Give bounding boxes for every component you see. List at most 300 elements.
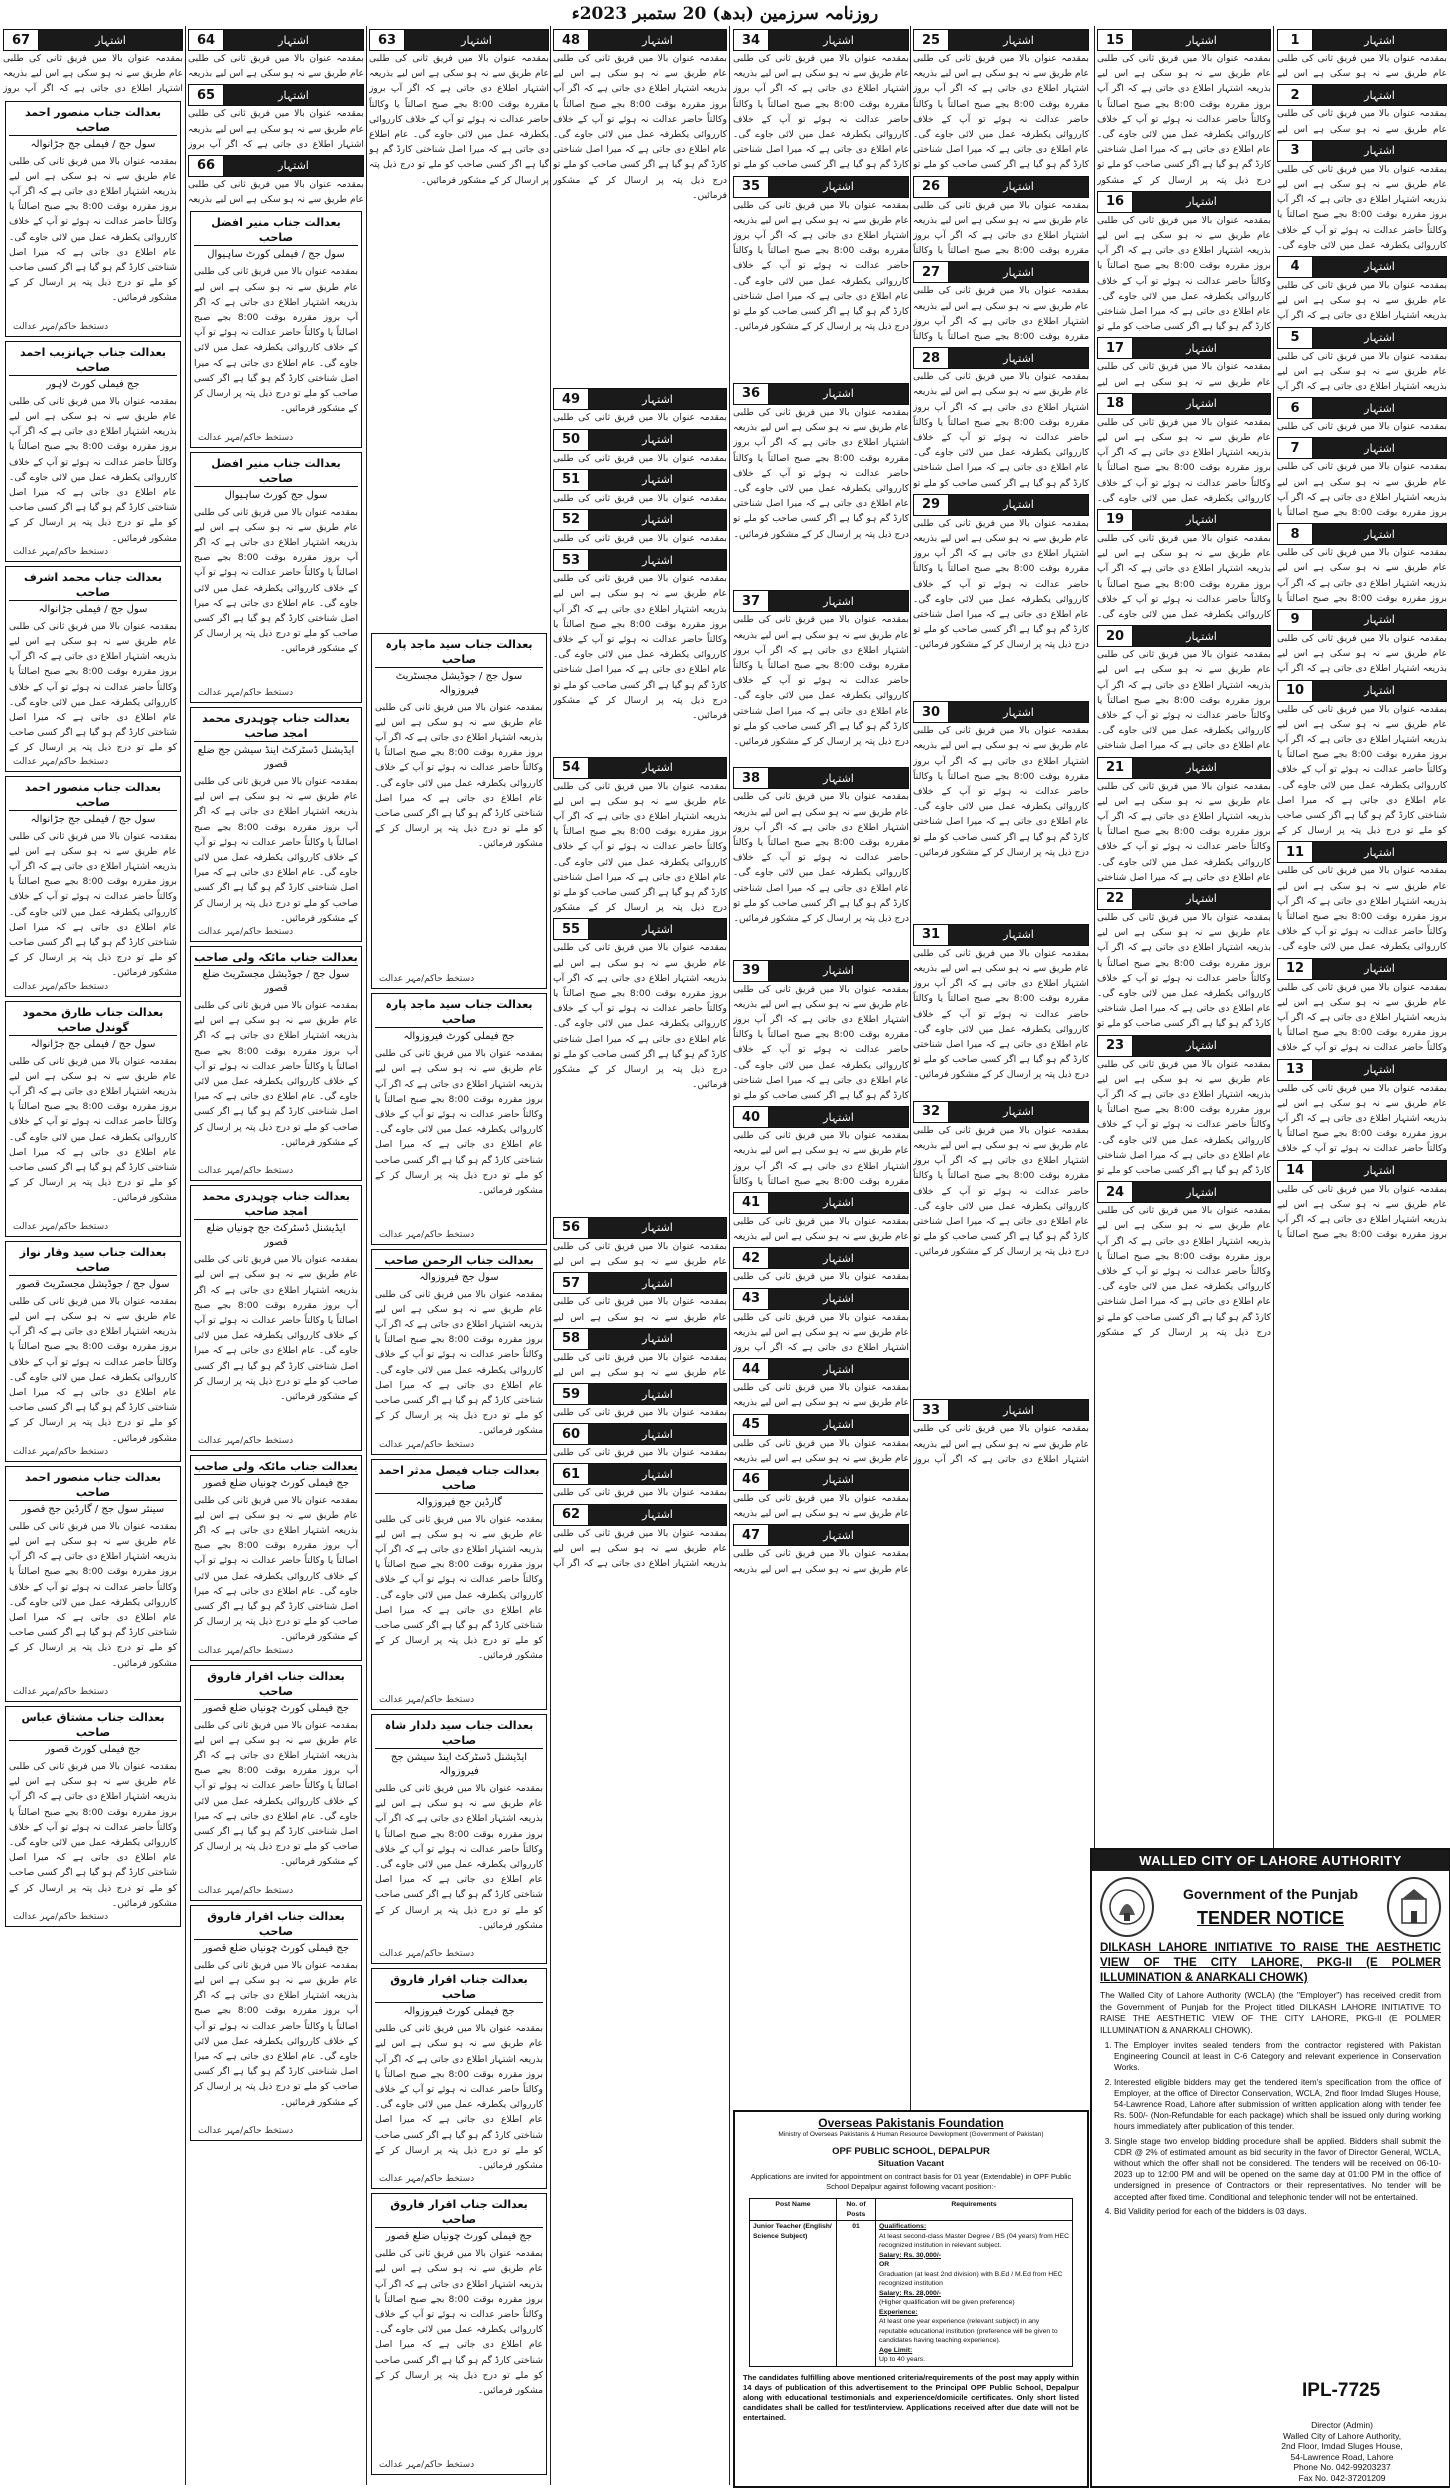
ad-header bbox=[553, 429, 727, 451]
ad-number: 3 bbox=[1278, 141, 1313, 161]
ad-item bbox=[733, 1288, 909, 1356]
ad-item bbox=[733, 960, 909, 1104]
ad-number: 20 bbox=[1098, 626, 1133, 646]
ad-item bbox=[913, 261, 1089, 344]
notice-title: بعدالت جناب محمد اشرف صاحب bbox=[9, 570, 177, 601]
ad-label: اشتہار bbox=[769, 1193, 908, 1213]
ad-number: 1 bbox=[1278, 30, 1313, 50]
ad-item bbox=[553, 1217, 727, 1269]
opf-school: OPF PUBLIC SCHOOL, DEPALPUR bbox=[832, 2146, 990, 2157]
ad-header bbox=[913, 176, 1089, 198]
notice-court: گارڈین جج فیروزوالہ bbox=[416, 1496, 502, 1508]
ad-body: بمقدمہ عنوان بالا میں فریق ثانی کی طلبی عام طریق سے نہ ہو سکی ہے اس لیے bbox=[1097, 361, 1271, 388]
ad-body: بمقدمہ عنوان بالا میں فریق ثانی کی طلبی عام طریق سے نہ ہو سکی ہے اس لیے بذریعہ اشتہار اطلاع دی جاتی ہے کہ اگر آپ بروز مقررہ بوقت 8:00 بجے صبح اصالتاً یا وکالتاً حاضر عدالت نہ ہوئے تو آپ کے خلاف کارروائی یکطرفہ عمل میں لائی جاوے گی۔ عام اطلاع دی جاتی ہے کہ میرا اصل شناختی کارڈ گم ہو گیا ہے اگر کسی صاحب کو ملے تو درج ذیل پتہ پر ارسال کر کے مشکور فرمائیں۔ bbox=[733, 791, 909, 924]
ad-label: اشتہار bbox=[1133, 338, 1270, 358]
ad-header bbox=[1097, 191, 1271, 213]
notice-signature: دستخط حاکم/مہر عدالت bbox=[198, 926, 294, 937]
tender-points bbox=[1092, 2040, 1449, 2217]
notice-title: بعدالت جناب جہانزیب احمد صاحب bbox=[9, 345, 177, 376]
ad-item bbox=[733, 1106, 909, 1189]
ad-number: 41 bbox=[734, 1193, 769, 1213]
ad-item bbox=[188, 84, 364, 152]
ad-body: بمقدمہ عنوان بالا میں فریق ثانی کی طلبی عام طریق سے نہ ہو سکی ہے اس لیے بذریعہ اشتہار اطلاع دی جاتی ہے کہ اگر آپ بروز bbox=[3, 53, 183, 95]
opf-col-post: Post Name bbox=[750, 2199, 837, 2221]
ad-item bbox=[1097, 1035, 1271, 1179]
ad-body: بمقدمہ عنوان بالا میں فریق ثانی کی طلبی عام طریق سے نہ ہو سکی ہے اس لیے بذریعہ اشتہار اطلاع دی جاتی ہے کہ اگر آپ بروز مقررہ بوقت 8:00 بجے صبح اصالتاً یا وکالتاً حاضر عدالت نہ ہوئے تو آپ کے خلاف کارروائی یکطرفہ عمل میں لائی جاوے گی۔ عام اطلاع دی جاتی ہے کہ میرا اصل شناختی کارڈ گم ہو گیا ہے اگر کسی صاحب کو ملے تو درج ذیل پتہ پر ارسال کر کے مشکور فرمائیں۔ bbox=[913, 1124, 1089, 1258]
notice-title: بعدالت جناب مشتاق عباس صاحب bbox=[9, 1710, 177, 1741]
court-notice bbox=[5, 1241, 181, 1462]
ad-header bbox=[733, 383, 909, 405]
ad-number: 56 bbox=[554, 1218, 589, 1238]
ad-label: اشتہار bbox=[1133, 758, 1270, 778]
ad-header bbox=[913, 1101, 1089, 1123]
ad-number: 21 bbox=[1098, 758, 1133, 778]
ad-body: بمقدمہ عنوان بالا میں فریق ثانی کی طلبی bbox=[553, 452, 727, 464]
ad-header bbox=[733, 1192, 909, 1214]
column-5 bbox=[553, 26, 727, 2483]
notice-body: بمقدمہ عنوان بالا میں فریق ثانی کی طلبی عام طریق سے نہ ہو سکی ہے اس لیے بذریعہ اشتہار اطلاع دی جاتی ہے کہ اگر آپ بروز مقررہ بوقت 8:00 بجے صبح اصالتاً یا وکالتاً حاضر عدالت نہ ہوئے تو آپ کے خلاف کارروائی یکطرفہ عمل میں لائی جاوے گی۔ عام اطلاع دی جاتی ہے کہ میرا اصل شناختی کارڈ گم ہو گیا ہے اگر کسی صاحب کو ملے تو درج ذیل پتہ پر ارسال کر کے مشکور فرمائیں۔ bbox=[9, 395, 177, 544]
ad-header bbox=[1277, 841, 1447, 863]
ad-item bbox=[553, 469, 727, 506]
notice-title: بعدالت جناب سید ماجد پارہ صاحب bbox=[375, 637, 543, 668]
ad-body: بمقدمہ عنوان بالا میں فریق ثانی کی طلبی عام طریق سے نہ ہو سکی ہے اس لیے بذریعہ اشتہار اطلاع دی جاتی ہے کہ اگر آپ بروز مقررہ بوقت 8:00 بجے صبح اصالتاً یا وکالتاً حاضر عدالت نہ ہوئے تو آپ کے خلاف کارروائی یکطرفہ عمل میں لائی جاوے گی۔ عام اطلاع دی جاتی ہے کہ میرا اصل شناختی کارڈ گم ہو گیا ہے اگر کسی صاحب کو ملے تو درج ذیل پتہ پر ارسال کر کے مشکور فرمائیں۔ bbox=[553, 53, 727, 201]
ad-body: بمقدمہ عنوان بالا میں فریق ثانی کی طلبی عام طریق سے نہ ہو سکی ہے اس لیے بذریعہ اشتہار اطلاع دی جاتی ہے کہ اگر آپ بروز مقررہ بوقت 8:00 بجے صبح اصالتاً یا وکالتاً حاضر عدالت نہ ہوئے تو آپ کے خلاف کارروائی یکطرفہ عمل میں لائی جاوے گی۔ bbox=[1277, 163, 1447, 251]
ad-label: اشتہار bbox=[1133, 626, 1270, 646]
ad-item bbox=[1277, 84, 1447, 136]
notice-body: بمقدمہ عنوان بالا میں فریق ثانی کی طلبی عام طریق سے نہ ہو سکی ہے اس لیے بذریعہ اشتہار اطلاع دی جاتی ہے کہ اگر آپ بروز مقررہ بوقت 8:00 بجے صبح اصالتاً یا وکالتاً حاضر عدالت نہ ہوئے تو آپ کے خلاف کارروائی یکطرفہ عمل میں لائی جاوے گی۔ عام اطلاع دی جاتی ہے کہ میرا اصل شناختی کارڈ گم ہو گیا ہے اگر کسی صاحب کو ملے تو درج ذیل پتہ پر ارسال کر کے مشکور فرمائیں۔ bbox=[9, 1520, 177, 1669]
ad-header bbox=[913, 924, 1089, 946]
ad-number: 31 bbox=[914, 925, 949, 945]
notice-title: بعدالت جناب منصور احمد صاحب bbox=[9, 105, 177, 136]
ad-label: اشتہار bbox=[1313, 524, 1446, 544]
ad-header bbox=[1097, 29, 1271, 51]
ad-header bbox=[1097, 1181, 1271, 1203]
ad-number: 9 bbox=[1278, 610, 1313, 630]
ad-label: اشتہار bbox=[949, 702, 1088, 722]
ad-body: بمقدمہ عنوان بالا میں فریق ثانی کی طلبی bbox=[553, 1487, 727, 1499]
ad-body: بمقدمہ عنوان بالا میں فریق ثانی کی طلبی عام طریق سے نہ ہو سکی ہے اس لیے بذریعہ اشتہار اطلاع دی جاتی ہے کہ اگر آپ بروز مقررہ بوقت 8:00 بجے صبح اصالتاً یا وکالتاً حاضر عدالت نہ ہوئے تو آپ کے خلاف کارروائی یکطرفہ عمل میں لائی جاوے گی۔ عام اطلاع دی جاتی ہے کہ میرا اصل شناختی bbox=[1097, 649, 1271, 752]
opf-col-req: Requirements bbox=[876, 2199, 1073, 2221]
ad-item bbox=[1277, 1160, 1447, 1243]
ad-body: بمقدمہ عنوان بالا میں فریق ثانی کی طلبی عام طریق سے نہ ہو سکی ہے اس لیے بذریعہ اشتہار اطلاع دی جاتی ہے کہ اگر آپ بروز مقررہ بوقت 8:00 بجے صبح اصالتاً یا bbox=[1277, 461, 1447, 518]
ad-header bbox=[1277, 140, 1447, 162]
ad-item bbox=[188, 155, 364, 207]
ad-item bbox=[913, 701, 1089, 921]
ad-number: 7 bbox=[1278, 438, 1313, 458]
ad-label: اشتہار bbox=[1313, 328, 1446, 348]
notice-body: بمقدمہ عنوان بالا میں فریق ثانی کی طلبی عام طریق سے نہ ہو سکی ہے اس لیے بذریعہ اشتہار اطلاع دی جاتی ہے کہ اگر آپ بروز مقررہ بوقت 8:00 بجے صبح اصالتاً یا وکالتاً حاضر عدالت نہ ہوئے تو آپ کے خلاف کارروائی یکطرفہ عمل میں لائی جاوے گی۔ عام اطلاع دی جاتی ہے کہ میرا اصل شناختی کارڈ گم ہو گیا ہے اگر کسی صاحب کو ملے تو درج ذیل پتہ پر ارسال کر کے مشکور فرمائیں۔ bbox=[194, 1719, 358, 1868]
ad-body: بمقدمہ عنوان بالا میں فریق ثانی کی طلبی عام طریق سے نہ ہو سکی ہے اس لیے بذریعہ اشتہار اطلاع دی جاتی ہے کہ اگر آپ بروز مقررہ بوقت 8:00 بجے صبح اصالتاً یا وکالتاً حاضر عدالت نہ ہوئے تو آپ کے خلاف کارروائی یکطرفہ عمل میں لائی جاوے گی۔ bbox=[1097, 416, 1271, 504]
ad-item bbox=[733, 1192, 909, 1244]
ad-item bbox=[1277, 256, 1447, 324]
ad-item bbox=[1277, 29, 1447, 81]
ad-item bbox=[733, 176, 909, 380]
masthead bbox=[0, 0, 1450, 26]
ad-body: بمقدمہ عنوان بالا میں فریق ثانی کی طلبی عام طریق سے نہ ہو سکی ہے اس لیے بذریعہ اشتہار اطلاع دی جاتی ہے کہ اگر آپ بروز مقررہ بوقت 8:00 بجے صبح اصالتاً یا وکالتاً حاضر عدالت نہ ہوئے تو آپ کے خلاف کارروائی یکطرفہ عمل میں لائی جاوے گی۔ عام اطلاع دی جاتی ہے کہ میرا اصل شناختی کارڈ گم ہو گیا ہے اگر کسی صاحب کو ملے تو درج ذیل پتہ پر ارسال کر کے مشکور bbox=[553, 780, 727, 914]
ad-header bbox=[553, 388, 727, 410]
ad-label: اشتہار bbox=[1313, 398, 1446, 418]
ad-header bbox=[1277, 523, 1447, 545]
ad-header bbox=[733, 1469, 909, 1491]
ad-item bbox=[1097, 337, 1271, 389]
notice-title: بعدالت جناب منیر افضل صاحب bbox=[194, 215, 358, 246]
ad-item bbox=[553, 1423, 727, 1460]
table-row bbox=[750, 2221, 1073, 2367]
ad-number: 26 bbox=[914, 177, 949, 197]
ad-body: بمقدمہ عنوان بالا میں فریق ثانی کی طلبی عام طریق سے نہ ہو سکی ہے اس لیے بذریعہ اشتہار اطلاع دی جاتی ہے کہ اگر آپ بروز مقررہ بوقت 8:00 بجے صبح اصالتاً یا وکالتاً حاضر عدالت نہ ہوئے تو آپ کے خلاف کارروائی یکطرفہ عمل میں لائی جاوے گی۔ عام اطلاع دی جاتی ہے کہ میرا اصل شناختی کارڈ گم ہو گیا ہے اگر کسی صاحب کو ملے تو bbox=[1097, 1058, 1271, 1176]
notice-body: بمقدمہ عنوان بالا میں فریق ثانی کی طلبی عام طریق سے نہ ہو سکی ہے اس لیے بذریعہ اشتہار اطلاع دی جاتی ہے کہ اگر آپ بروز مقررہ بوقت 8:00 بجے صبح اصالتاً یا وکالتاً حاضر عدالت نہ ہوئے تو آپ کے خلاف کارروائی یکطرفہ عمل میں لائی جاوے گی۔ عام اطلاع دی جاتی ہے کہ میرا اصل شناختی کارڈ گم ہو گیا ہے اگر کسی صاحب کو ملے تو درج ذیل پتہ پر ارسال کر کے مشکور فرمائیں۔ bbox=[9, 1760, 177, 1909]
ad-item bbox=[1277, 327, 1447, 395]
ad-number: 4 bbox=[1278, 257, 1313, 277]
tender-point: 2. Interested eligible bidders may get the tendered item's specification from the office of Employer, at the office of Director Conservation, WCLA, 2nd floor Imdad Sluges House, 54-Lawrence Road, Lahore after submission of written application along with tender fee Rs. 500/- (Non-Refundable for each package) which shall be issued only during working hours immediately after publication of this tender. bbox=[1114, 2077, 1441, 2133]
ad-number: 44 bbox=[734, 1359, 769, 1379]
ad-label: اشتہار bbox=[1133, 510, 1270, 530]
ad-body: بمقدمہ عنوان بالا میں فریق ثانی کی طلبی عام طریق سے نہ ہو سکی ہے اس لیے بذریعہ اشتہار اطلاع دی جاتی ہے کہ اگر آپ بروز bbox=[188, 108, 364, 150]
notice-signature: دستخط حاکم/مہر عدالت bbox=[13, 1911, 109, 1922]
ad-header bbox=[188, 84, 364, 106]
ad-item bbox=[913, 29, 1089, 173]
ad-header bbox=[1097, 337, 1271, 359]
ad-item bbox=[553, 1328, 727, 1380]
ad-body: بمقدمہ عنوان بالا میں فریق ثانی کی طلبی عام طریق سے نہ ہو سکی ہے اس لیے بذریعہ اشتہار اطلاع دی جاتی ہے کہ اگر آپ بروز مقررہ بوقت 8:00 بجے صبح اصالتاً یا وکالتاً حاضر عدالت نہ ہوئے تو آپ کے خلاف کارروائی یکطرفہ عمل میں لائی جاوے گی۔ عام اطلاع دی جاتی ہے کہ میرا اصل شناختی کارڈ گم ہو گیا ہے اگر کسی صاحب کو ملے تو bbox=[913, 53, 1089, 171]
court-notice bbox=[5, 101, 181, 337]
ad-number: 62 bbox=[554, 1505, 589, 1525]
ad-number: 22 bbox=[1098, 889, 1133, 909]
ad-number: 18 bbox=[1098, 394, 1133, 414]
opf-footer: The candidates fulfilling above mentioned criteria/requirements of the post may apply within 14 days of publication of this advertisement to the Principal OPF Public School, Depalpur along with educational testimonials and experience/domicile certificates. Only short listed candidates shall be called for test/interview. Applications received after due date will not be entertained. bbox=[743, 2372, 1079, 2423]
ad-label: اشتہار bbox=[1133, 394, 1270, 414]
ad-header bbox=[553, 918, 727, 940]
ad-label: اشتہار bbox=[1313, 842, 1446, 862]
ad-number: 60 bbox=[554, 1424, 589, 1444]
tender-sign-line: Phone No. 042-99203237 bbox=[1293, 2462, 1391, 2472]
ad-body: بمقدمہ عنوان بالا میں فریق ثانی کی طلبی عام طریق سے نہ ہو سکی ہے اس لیے بذریعہ اشتہار اطلاع دی جاتی ہے کہ اگر آپ bbox=[1277, 279, 1447, 322]
court-notice bbox=[371, 633, 547, 990]
ad-label: اشتہار bbox=[949, 1102, 1088, 1122]
notice-body: بمقدمہ عنوان بالا میں فریق ثانی کی طلبی عام طریق سے نہ ہو سکی ہے اس لیے بذریعہ اشتہار اطلاع دی جاتی ہے کہ اگر آپ بروز مقررہ بوقت 8:00 بجے صبح اصالتاً یا وکالتاً حاضر عدالت نہ ہوئے تو آپ کے خلاف کارروائی یکطرفہ عمل میں لائی جاوے گی۔ عام اطلاع دی جاتی ہے کہ میرا اصل شناختی کارڈ گم ہو گیا ہے اگر کسی صاحب کو ملے تو درج ذیل پتہ پر ارسال کر کے مشکور فرمائیں۔ bbox=[9, 155, 177, 304]
court-notice bbox=[5, 1001, 181, 1237]
ad-item bbox=[3, 29, 183, 97]
ad-body: بمقدمہ عنوان بالا میں فریق ثانی کی طلبی عام طریق سے نہ ہو سکی ہے اس لیے بذریعہ اشتہار اطلاع دی جاتی ہے کہ اگر آپ بروز مقررہ بوقت 8:00 بجے صبح اصالتاً یا وکالتاً حاضر عدالت نہ ہوئے تو آپ کے خلاف bbox=[1277, 1082, 1447, 1155]
ad-header bbox=[1097, 393, 1271, 415]
opf-req-line: Experience: bbox=[879, 2308, 918, 2316]
ad-number: 11 bbox=[1278, 842, 1313, 862]
ad-body: بمقدمہ عنوان بالا میں فریق ثانی کی طلبی bbox=[553, 492, 727, 504]
notice-body: بمقدمہ عنوان بالا میں فریق ثانی کی طلبی عام طریق سے نہ ہو سکی ہے اس لیے بذریعہ اشتہار اطلاع دی جاتی ہے کہ اگر آپ بروز مقررہ بوقت 8:00 بجے صبح اصالتاً یا وکالتاً حاضر عدالت نہ ہوئے تو آپ کے خلاف کارروائی یکطرفہ عمل میں لائی جاوے گی۔ عام اطلاع دی جاتی ہے کہ میرا اصل شناختی کارڈ گم ہو گیا ہے اگر کسی صاحب کو ملے تو درج ذیل پتہ پر ارسال کر کے مشکور فرمائیں۔ bbox=[375, 1782, 543, 1931]
ad-body: بمقدمہ عنوان بالا میں فریق ثانی کی طلبی عام طریق سے نہ ہو سکی ہے اس لیے بذریعہ اشتہار اطلاع دی جاتی ہے کہ اگر آپ بروز مقررہ بوقت 8:00 بجے صبح اصالتاً یا وکالتاً حاضر عدالت نہ ہوئے تو آپ کے خلاف کارروائی یکطرفہ عمل میں لائی جاوے گی۔ عام اطلاع دی جاتی ہے کہ میرا اصل شناختی bbox=[1097, 780, 1271, 883]
court-notice bbox=[5, 341, 181, 562]
ad-label: اشتہار bbox=[589, 758, 726, 778]
tender-signature-block bbox=[1242, 2420, 1442, 2483]
ad-label: اشتہار bbox=[405, 30, 548, 50]
ad-number: 34 bbox=[734, 30, 769, 50]
ad-label: اشتہار bbox=[1313, 1060, 1446, 1080]
ad-header bbox=[553, 1272, 727, 1294]
ad-item bbox=[733, 1414, 909, 1466]
ad-header bbox=[733, 1524, 909, 1546]
ad-label: اشتہار bbox=[769, 1359, 908, 1379]
opf-title: Overseas Pakistanis Foundation bbox=[818, 2116, 1004, 2130]
ad-header bbox=[1097, 888, 1271, 910]
ad-item bbox=[369, 29, 549, 629]
ad-number: 8 bbox=[1278, 524, 1313, 544]
ad-header bbox=[188, 29, 364, 51]
opf-req-line: Graduation (at least 2nd division) with B.Ed / M.Ed from HEC recognized institution bbox=[879, 2270, 1063, 2287]
notice-title: بعدالت جناب سید ماجد پارہ صاحب bbox=[375, 997, 543, 1028]
ad-item bbox=[1097, 191, 1271, 335]
court-notice bbox=[5, 776, 181, 997]
notice-court: سول جج / جوڈیشل مجسٹریٹ فیروزوالہ bbox=[395, 670, 523, 696]
notice-court: جج فیملی کورٹ فیروزوالہ bbox=[403, 2006, 515, 2018]
tender-gov-block bbox=[1154, 1886, 1387, 1929]
ad-number: 64 bbox=[189, 30, 224, 50]
ad-header bbox=[1277, 958, 1447, 980]
tender-notice-title: TENDER NOTICE bbox=[1196, 1907, 1344, 1928]
ad-label: اشتہار bbox=[1133, 1036, 1270, 1056]
ad-number: 28 bbox=[914, 348, 949, 368]
ad-body: بمقدمہ عنوان بالا میں فریق ثانی کی طلبی عام طریق سے نہ ہو سکی ہے اس لیے بذریعہ اشتہار اطلاع دی جاتی ہے کہ اگر آپ بروز مقررہ بوقت 8:00 بجے صبح اصالتاً یا وکالتاً حاضر عدالت نہ ہوئے تو آپ کے خلاف کارروائی یکطرفہ عمل میں لائی جاوے گی۔ عام اطلاع دی جاتی ہے کہ میرا اصل شناختی کارڈ گم ہو گیا ہے اگر کسی صاحب کو ملے تو درج ذیل پتہ پر ارسال کر کے bbox=[1277, 703, 1447, 837]
ad-label: اشتہار bbox=[769, 1289, 908, 1309]
notice-signature: دستخط حاکم/مہر عدالت bbox=[198, 1435, 294, 1446]
ad-header bbox=[733, 1288, 909, 1310]
ad-header bbox=[553, 757, 727, 779]
notice-body: بمقدمہ عنوان بالا میں فریق ثانی کی طلبی عام طریق سے نہ ہو سکی ہے اس لیے بذریعہ اشتہار اطلاع دی جاتی ہے کہ اگر آپ بروز مقررہ بوقت 8:00 بجے صبح اصالتاً یا وکالتاً حاضر عدالت نہ ہوئے تو آپ کے خلاف کارروائی یکطرفہ عمل میں لائی جاوے گی۔ عام اطلاع دی جاتی ہے کہ میرا اصل شناختی کارڈ گم ہو گیا ہے اگر کسی صاحب کو ملے تو درج ذیل پتہ پر ارسال کر کے مشکور فرمائیں۔ bbox=[375, 1288, 543, 1437]
ad-header bbox=[553, 1463, 727, 1485]
ad-body: بمقدمہ عنوان بالا میں فریق ثانی کی طلبی عام طریق سے نہ ہو سکی ہے اس لیے بذریعہ bbox=[188, 178, 364, 206]
notice-court: سول جج / فیملی جڑانوالہ bbox=[38, 603, 148, 615]
ad-number: 12 bbox=[1278, 959, 1313, 979]
notice-court: جج فیملی کورٹ قصور bbox=[45, 1743, 141, 1755]
ad-item bbox=[1097, 757, 1271, 885]
notice-body: بمقدمہ عنوان بالا میں فریق ثانی کی طلبی عام طریق سے نہ ہو سکی ہے اس لیے بذریعہ اشتہار اطلاع دی جاتی ہے کہ اگر آپ بروز مقررہ بوقت 8:00 بجے صبح اصالتاً یا وکالتاً حاضر عدالت نہ ہوئے تو آپ کے خلاف کارروائی یکطرفہ عمل میں لائی جاوے گی۔ عام اطلاع دی جاتی ہے کہ میرا اصل شناختی کارڈ گم ہو گیا ہے اگر کسی صاحب کو ملے تو درج ذیل پتہ پر ارسال کر کے مشکور فرمائیں۔ bbox=[194, 266, 358, 415]
ad-label: اشتہار bbox=[949, 30, 1088, 50]
tender-sign-line: Director (Admin) bbox=[1311, 2420, 1373, 2430]
notice-title: بعدالت جناب طارق محمود گوندل صاحب bbox=[9, 1005, 177, 1036]
ad-label: اشتہار bbox=[949, 177, 1088, 197]
column-1 bbox=[1277, 26, 1447, 1844]
ad-number: 35 bbox=[734, 177, 769, 197]
notice-title: بعدالت جناب الرحمن صاحب bbox=[375, 1253, 543, 1269]
opf-req-line: Qualifications: bbox=[879, 2223, 927, 2230]
tender-project-title: DILKASH LAHORE INITIATIVE TO RAISE THE AESTHETIC VIEW OF THE CITY LAHORE, PKG-II (E POLMER ILLUMINATION & ANARKALI CHOWK) bbox=[1100, 1942, 1441, 1984]
ad-label: اشتہار bbox=[1313, 681, 1446, 701]
ad-item bbox=[1277, 609, 1447, 677]
ad-item bbox=[733, 590, 909, 764]
opf-col-count: No. of Posts bbox=[837, 2199, 876, 2221]
court-notice bbox=[190, 211, 362, 447]
notice-title: بعدالت جناب اقرار فاروق صاحب bbox=[194, 1909, 358, 1940]
ad-item bbox=[913, 1101, 1089, 1397]
ad-item bbox=[553, 757, 727, 916]
ad-item bbox=[1277, 680, 1447, 839]
court-notice bbox=[190, 1455, 362, 1661]
notice-signature: دستخط حاکم/مہر عدالت bbox=[13, 1686, 109, 1697]
ad-label: اشتہار bbox=[589, 510, 726, 530]
ad-label: اشتہار bbox=[769, 591, 908, 611]
ad-number: 53 bbox=[554, 550, 589, 570]
column-4 bbox=[733, 26, 909, 2101]
ad-label: اشتہار bbox=[589, 1424, 726, 1444]
opf-post-count: 01 bbox=[837, 2221, 876, 2367]
ad-number: 58 bbox=[554, 1329, 589, 1349]
ad-label: اشتہار bbox=[589, 30, 726, 50]
notice-title: بعدالت جناب چوہدری محمد امجد صاحب bbox=[194, 1189, 358, 1220]
ad-number: 45 bbox=[734, 1415, 769, 1435]
ad-number: 19 bbox=[1098, 510, 1133, 530]
ad-header bbox=[1277, 1059, 1447, 1081]
notice-body: بمقدمہ عنوان بالا میں فریق ثانی کی طلبی عام طریق سے نہ ہو سکی ہے اس لیے بذریعہ اشتہار اطلاع دی جاتی ہے کہ اگر آپ بروز مقررہ بوقت 8:00 بجے صبح اصالتاً یا وکالتاً حاضر عدالت نہ ہوئے تو آپ کے خلاف کارروائی یکطرفہ عمل میں لائی جاوے گی۔ عام اطلاع دی جاتی ہے کہ میرا اصل شناختی کارڈ گم ہو گیا ہے اگر کسی صاحب کو ملے تو درج ذیل پتہ پر ارسال کر کے مشکور فرمائیں۔ bbox=[9, 830, 177, 979]
ad-body: بمقدمہ عنوان بالا میں فریق ثانی کی طلبی عام طریق سے نہ ہو سکی ہے اس لیے bbox=[1277, 108, 1447, 135]
notice-body: بمقدمہ عنوان بالا میں فریق ثانی کی طلبی عام طریق سے نہ ہو سکی ہے اس لیے بذریعہ اشتہار اطلاع دی جاتی ہے کہ اگر آپ بروز مقررہ بوقت 8:00 بجے صبح اصالتاً یا وکالتاً حاضر عدالت نہ ہوئے تو آپ کے خلاف کارروائی یکطرفہ عمل میں لائی جاوے گی۔ عام اطلاع دی جاتی ہے کہ میرا اصل شناختی کارڈ گم ہو گیا ہے اگر کسی صاحب کو ملے تو درج ذیل پتہ پر ارسال کر کے مشکور فرمائیں۔ bbox=[194, 775, 358, 924]
ad-body: بمقدمہ عنوان بالا میں فریق ثانی کی طلبی عام طریق سے نہ ہو سکی ہے اس لیے بذریعہ اشتہار اطلاع دی جاتی ہے کہ اگر آپ بروز مقررہ بوقت 8:00 بجے صبح اصالتاً یا وکالتاً حاضر عدالت نہ ہوئے تو آپ کے خلاف کارروائی یکطرفہ عمل میں لائی جاوے گی۔ عام اطلاع دی جاتی ہے کہ میرا اصل شناختی کارڈ گم ہو گیا ہے اگر کسی صاحب کو ملے تو bbox=[733, 53, 909, 171]
ad-number: 17 bbox=[1098, 338, 1133, 358]
ad-item bbox=[553, 429, 727, 466]
notice-court: جج فیملی کورٹ فیروزوالہ bbox=[403, 1031, 515, 1043]
ad-item bbox=[553, 549, 727, 753]
notice-body: بمقدمہ عنوان بالا میں فریق ثانی کی طلبی عام طریق سے نہ ہو سکی ہے اس لیے بذریعہ اشتہار اطلاع دی جاتی ہے کہ اگر آپ بروز مقررہ بوقت 8:00 بجے صبح اصالتاً یا وکالتاً حاضر عدالت نہ ہوئے تو آپ کے خلاف کارروائی یکطرفہ عمل میں لائی جاوے گی۔ عام اطلاع دی جاتی ہے کہ میرا اصل شناختی کارڈ گم ہو گیا ہے اگر کسی صاحب کو ملے تو درج ذیل پتہ پر ارسال کر کے مشکور فرمائیں۔ bbox=[194, 1254, 358, 1402]
notice-signature: دستخط حاکم/مہر عدالت bbox=[13, 1221, 109, 1232]
ad-number: 14 bbox=[1278, 1161, 1313, 1181]
notice-court: ایڈیشنل ڈسٹرکٹ جج چونیاں ضلع قصور bbox=[206, 1223, 346, 1249]
ad-number: 38 bbox=[734, 768, 769, 788]
tender-notice bbox=[1090, 1848, 1450, 2488]
ad-label: اشتہار bbox=[589, 550, 726, 570]
ad-body: بمقدمہ عنوان بالا میں فریق ثانی کی طلبی عام طریق سے نہ ہو سکی ہے اس لیے بذریعہ اشتہار اطلاع دی جاتی ہے کہ اگر آپ بروز مقررہ بوقت 8:00 بجے صبح اصالتاً یا وکالتاً حاضر عدالت نہ ہوئے تو آپ کے خلاف کارروائی یکطرفہ عمل میں لائی جاوے گی۔ عام اطلاع دی جاتی ہے کہ میرا اصل شناختی کارڈ گم ہو گیا ہے اگر کسی صاحب کو ملے تو درج ذیل پتہ پر ارسال کر کے مشکور فرمائیں۔ bbox=[913, 947, 1089, 1081]
ad-header bbox=[733, 176, 909, 198]
ad-body: بمقدمہ عنوان بالا میں فریق ثانی کی طلبی عام طریق سے نہ ہو سکی ہے اس لیے بذریعہ اشتہار اطلاع دی جاتی ہے کہ اگر آپ بروز مقررہ بوقت 8:00 بجے صبح اصالتاً یا وکالتاً حاضر عدالت نہ ہوئے تو آپ کے خلاف کارروائی یکطرفہ عمل میں لائی جاوے گی۔ عام اطلاع دی جاتی ہے کہ میرا اصل شناختی کارڈ گم ہو گیا ہے اگر کسی صاحب کو ملے تو bbox=[1097, 911, 1271, 1030]
ad-label: اشتہار bbox=[1133, 1182, 1270, 1202]
ad-header bbox=[913, 29, 1089, 51]
ad-number: 30 bbox=[914, 702, 949, 722]
ad-item bbox=[913, 176, 1089, 259]
notice-title: بعدالت جناب مائکہ ولی صاحب bbox=[194, 950, 358, 964]
ad-item bbox=[733, 1247, 909, 1284]
notice-signature: دستخط حاکم/مہر عدالت bbox=[13, 546, 109, 557]
notice-signature: دستخط حاکم/مہر عدالت bbox=[13, 756, 109, 767]
ad-number: 55 bbox=[554, 919, 589, 939]
tender-intro: The Walled City of Lahore Authority (WCLA) (the "Employer") has received credit from the Government of Punjab for the Project titled DILKASH LAHORE INITIATIVE TO RAISE THE AESTHETIC VIEW OF THE CITY LAHORE, PKG-II (E POLMER ILLUMINATION & ANARKALI CHOWK). bbox=[1100, 1990, 1441, 2035]
ad-number: 46 bbox=[734, 1470, 769, 1490]
ad-number: 43 bbox=[734, 1289, 769, 1309]
opf-req-line: At least one year experience (relevant subject) in any reputable educational institution (preference will be given to candidates having teaching experience). bbox=[879, 2318, 1058, 2344]
ad-number: 63 bbox=[370, 30, 405, 50]
notice-court: سول جج / فیملی جج جڑانوالہ bbox=[30, 813, 156, 825]
ad-item bbox=[733, 1469, 909, 1521]
ad-body: بمقدمہ عنوان بالا میں فریق ثانی کی طلبی عام طریق سے نہ ہو سکی ہے اس لیے بذریعہ bbox=[733, 1437, 909, 1464]
ad-item bbox=[1097, 393, 1271, 506]
notice-court: سول جج / جوڈیشل مجسٹریٹ ضلع قصور bbox=[202, 968, 350, 994]
ad-number: 59 bbox=[554, 1384, 589, 1404]
ad-number: 23 bbox=[1098, 1036, 1133, 1056]
ad-label: اشتہار bbox=[769, 768, 908, 788]
notice-court: جج فیملی کورٹ لاہور bbox=[46, 378, 140, 390]
ad-number: 51 bbox=[554, 470, 589, 490]
ad-item bbox=[1097, 509, 1271, 622]
ad-body: بمقدمہ عنوان بالا میں فریق ثانی کی طلبی عام طریق سے نہ ہو سکی ہے اس لیے بذریعہ اشتہار اطلاع دی جاتی ہے کہ اگر آپ bbox=[553, 1527, 727, 1570]
notice-body: بمقدمہ عنوان بالا میں فریق ثانی کی طلبی عام طریق سے نہ ہو سکی ہے اس لیے بذریعہ اشتہار اطلاع دی جاتی ہے کہ اگر آپ بروز مقررہ بوقت 8:00 بجے صبح اصالتاً یا وکالتاً حاضر عدالت نہ ہوئے تو آپ کے خلاف کارروائی یکطرفہ عمل میں لائی جاوے گی۔ عام اطلاع دی جاتی ہے کہ میرا اصل شناختی کارڈ گم ہو گیا ہے اگر کسی صاحب کو ملے تو درج ذیل پتہ پر ارسال کر کے مشکور فرمائیں۔ bbox=[194, 999, 358, 1148]
ad-header bbox=[553, 1423, 727, 1445]
tender-government: Government of the Punjab bbox=[1182, 1885, 1358, 1902]
ad-header bbox=[733, 1414, 909, 1436]
tender-header bbox=[1092, 1871, 1449, 1939]
tender-point: 1. The Employer invites sealed tenders from the contractor registered with Pakistan Engineering Council at least in C-6 Category and relevant experience in Conservation Works. bbox=[1114, 2040, 1441, 2074]
ad-header bbox=[1097, 757, 1271, 779]
ad-body: بمقدمہ عنوان بالا میں فریق ثانی کی طلبی عام طریق سے نہ ہو سکی ہے اس لیے بذریعہ اشتہار اطلاع دی جاتی ہے کہ اگر آپ بروز مقررہ بوقت 8:00 بجے صبح اصالتاً یا وکالتاً حاضر عدالت نہ ہوئے تو آپ کے خلاف کارروائی یکطرفہ عمل میں لائی جاوے گی۔ عام اطلاع دی جاتی ہے کہ میرا اصل شناختی کارڈ گم ہو گیا ہے اگر کسی صاحب کو ملے تو درج ذیل پتہ پر ارسال کر کے مشکور فرمائیں۔ bbox=[553, 942, 727, 1091]
ad-body: بمقدمہ عنوان بالا میں فریق ثانی کی طلبی عام طریق سے نہ ہو سکی ہے اس لیے بذریعہ اشتہار اطلاع دی جاتی ہے کہ اگر آپ بروز مقررہ بوقت 8:00 بجے صبح اصالتاً یا وکالتاً حاضر عدالت نہ ہوئے تو آپ کے خلاف کارروائی یکطرفہ عمل میں لائی جاوے گی۔ عام اطلاع دی جاتی ہے کہ میرا اصل شناختی کارڈ گم ہو گیا ہے اگر کسی صاحب کو ملے تو درج ذیل پتہ پر ارسال کر کے مشکور فرمائیں۔ bbox=[553, 573, 727, 721]
opf-req-line: Age Limit: bbox=[879, 2346, 913, 2354]
ad-body: بمقدمہ عنوان بالا میں فریق ثانی کی طلبی عام طریق سے نہ ہو سکی ہے اس لیے بذریعہ bbox=[733, 1215, 909, 1243]
court-notice bbox=[371, 1714, 547, 1964]
ad-body: بمقدمہ عنوان بالا میں فریق ثانی کی طلبی عام طریق سے نہ ہو سکی ہے اس لیے bbox=[553, 1296, 727, 1323]
ad-item bbox=[553, 1504, 727, 1572]
ad-body: بمقدمہ عنوان بالا میں فریق ثانی کی طلبی عام طریق سے نہ ہو سکی ہے اس لیے بذریعہ bbox=[733, 1382, 909, 1409]
ad-body: بمقدمہ عنوان بالا میں فریق ثانی کی طلبی عام طریق سے نہ ہو سکی ہے اس لیے بذریعہ اشتہار اطلاع دی جاتی ہے کہ اگر آپ بروز مقررہ بوقت 8:00 بجے صبح اصالتاً یا bbox=[1277, 547, 1447, 604]
ad-body: بمقدمہ عنوان بالا میں فریق ثانی کی طلبی عام طریق سے نہ ہو سکی ہے اس لیے بذریعہ اشتہار اطلاع دی جاتی ہے کہ اگر آپ بروز مقررہ بوقت 8:00 بجے صبح اصالتاً یا bbox=[1277, 1183, 1447, 1241]
tender-sign-line: Walled City of Lahore Authority, bbox=[1282, 2430, 1402, 2441]
ad-header bbox=[1277, 327, 1447, 349]
wcla-logo-icon bbox=[1387, 1877, 1441, 1937]
ad-header bbox=[1277, 680, 1447, 702]
opf-req-line: At least second-class Master Degree / BS (04 years) from HEC recognized institution in relevant subject. bbox=[879, 2232, 1070, 2249]
court-notice bbox=[190, 1905, 362, 2141]
column-divider bbox=[366, 26, 367, 2485]
ad-label: اشتہار bbox=[589, 1329, 726, 1349]
ad-label: اشتہار bbox=[769, 1525, 908, 1545]
ad-header bbox=[913, 1399, 1089, 1421]
ad-header bbox=[733, 960, 909, 982]
ad-number: 42 bbox=[734, 1248, 769, 1268]
ad-body: بمقدمہ عنوان بالا میں فریق ثانی کی طلبی bbox=[553, 1447, 727, 1459]
notice-court: ایڈیشنل ڈسٹرکٹ اینڈ سیشن جج ضلع قصور bbox=[197, 744, 355, 770]
ad-label: اشتہار bbox=[224, 85, 363, 105]
ad-item bbox=[913, 347, 1089, 491]
ad-label: اشتہار bbox=[949, 925, 1088, 945]
ad-header bbox=[913, 261, 1089, 283]
ad-header bbox=[733, 590, 909, 612]
ad-header bbox=[733, 1358, 909, 1380]
ad-body: بمقدمہ عنوان بالا میں فریق ثانی کی طلبی عام طریق سے نہ ہو سکی ہے اس لیے بذریعہ اشتہار اطلاع دی جاتی ہے کہ اگر آپ بروز مقررہ بوقت 8:00 بجے صبح اصالتاً یا وکالتاً حاضر عدالت نہ ہوئے تو آپ کے خلاف کارروائی یکطرفہ عمل میں لائی جاوے گی۔ عام اطلاع دی جاتی ہے کہ میرا اصل شناختی کارڈ گم ہو گیا ہے اگر کسی صاحب کو ملے تو درج ذیل پتہ پر ارسال کر کے مشکور فرمائیں۔ bbox=[913, 725, 1089, 858]
ad-body: بمقدمہ عنوان بالا میں فریق ثانی کی طلبی عام طریق سے نہ ہو سکی ہے اس لیے بذریعہ اشتہار اطلاع دی جاتی ہے کہ اگر آپ bbox=[1277, 350, 1447, 392]
ad-item bbox=[553, 1463, 727, 1500]
ad-body: بمقدمہ عنوان بالا میں فریق ثانی کی طلبی عام طریق سے نہ ہو سکی ہے اس لیے بذریعہ اشتہار اطلاع دی جاتی ہے کہ اگر آپ بروز مقررہ بوقت 8:00 بجے صبح اصالتاً یا وکالتاً حاضر عدالت نہ ہوئے تو آپ کے خلاف کارروائی یکطرفہ عمل میں لائی جاوے گی۔ عام اطلاع دی جاتی ہے کہ میرا اصل شناختی کارڈ گم ہو گیا ہے اگر کسی صاحب کو ملے تو bbox=[733, 983, 909, 1101]
ad-body: بمقدمہ عنوان بالا میں فریق ثانی کی طلبی عام طریق سے نہ ہو سکی ہے اس لیے بذریعہ اشتہار اطلاع دی جاتی ہے کہ اگر آپ bbox=[1277, 632, 1447, 675]
ad-label: اشتہار bbox=[589, 1384, 726, 1404]
ad-label: اشتہار bbox=[1313, 610, 1446, 630]
ad-item bbox=[1277, 1059, 1447, 1157]
court-notice bbox=[5, 1466, 181, 1702]
ad-label: اشتہار bbox=[769, 177, 908, 197]
opf-table bbox=[749, 2198, 1073, 2367]
notice-signature: دستخط حاکم/مہر عدالت bbox=[379, 1229, 475, 1240]
ad-header bbox=[913, 347, 1089, 369]
ad-label: اشتہار bbox=[1133, 192, 1270, 212]
ad-item bbox=[1277, 140, 1447, 253]
ad-label: اشتہار bbox=[224, 30, 363, 50]
ad-label: اشتہار bbox=[39, 30, 182, 50]
ad-label: اشتہار bbox=[589, 430, 726, 450]
ad-number: 10 bbox=[1278, 681, 1313, 701]
notice-title: بعدالت جناب چوہدری محمد امجد صاحب bbox=[194, 711, 358, 742]
notice-title: بعدالت جناب مائکہ ولی صاحب bbox=[194, 1459, 358, 1473]
ad-body: بمقدمہ عنوان بالا میں فریق ثانی کی طلبی عام طریق سے نہ ہو سکی ہے اس لیے بذریعہ اشتہار اطلاع دی جاتی ہے کہ اگر آپ بروز مقررہ بوقت 8:00 بجے صبح اصالتاً یا وکالتاً حاضر عدالت نہ ہوئے تو آپ کے خلاف کارروائی یکطرفہ عمل میں لائی جاوے گی۔ عام اطلاع دی جاتی ہے کہ میرا اصل شناختی کارڈ گم ہو گیا ہے اگر کسی صاحب کو ملے تو درج ذیل پتہ پر ارسال کر کے مشکور bbox=[1097, 1205, 1271, 1338]
ad-item bbox=[1277, 397, 1447, 434]
opf-req-line: OR bbox=[879, 2261, 890, 2268]
ad-item bbox=[913, 924, 1089, 1098]
ad-body: بمقدمہ عنوان بالا میں فریق ثانی کی طلبی عام طریق سے نہ ہو سکی ہے اس لیے بذریعہ bbox=[733, 1492, 909, 1520]
ad-label: اشتہار bbox=[769, 961, 908, 981]
ad-number: 49 bbox=[554, 389, 589, 409]
ad-header bbox=[553, 1328, 727, 1350]
